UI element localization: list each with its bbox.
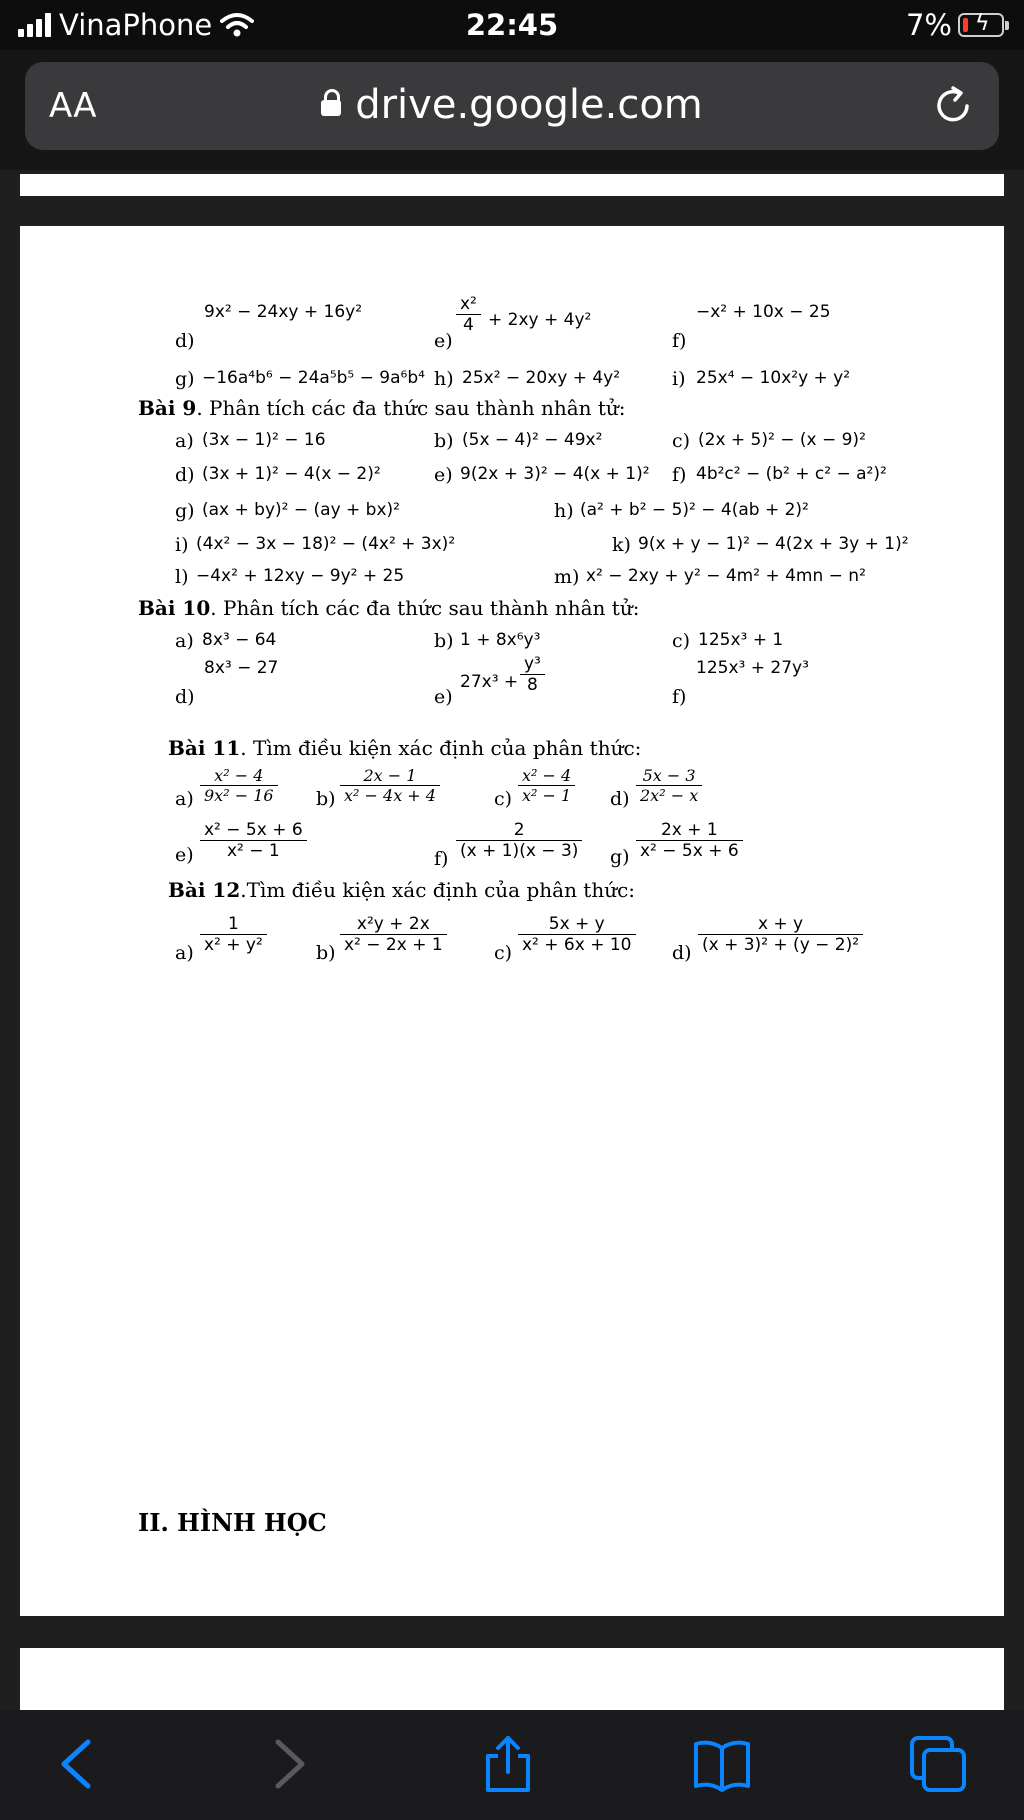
bai11-label-b: b)	[316, 788, 336, 810]
bai12-label-b: b)	[316, 942, 336, 964]
address-bar[interactable]	[25, 62, 999, 150]
bai9-expr-d: (3x + 1)² − 4(x − 2)²	[202, 464, 381, 484]
bai12-frac-a: $\frac{1}{\text{x² + y²}}$	[200, 914, 267, 955]
expr-d: 9x² − 24xy + 16y²	[204, 302, 363, 322]
bai10-label-b: b)	[434, 630, 454, 652]
bai9-label-b: b)	[434, 430, 454, 452]
share-icon[interactable]	[478, 1734, 538, 1794]
label-e: e)	[434, 330, 453, 352]
label-h: h)	[434, 368, 454, 390]
battery-percent: 7%	[905, 8, 952, 42]
frac-e: $\frac{\text{x²}}{4}$	[456, 294, 481, 335]
text-size-button[interactable]: AA	[49, 86, 97, 126]
lock-icon	[321, 100, 341, 116]
document-viewer[interactable]	[0, 170, 1024, 1710]
bai9-label-d: d)	[175, 464, 195, 486]
expr-e-rest: + 2xy + 4y²	[488, 310, 592, 330]
bai11-label-f: f)	[434, 848, 449, 870]
battery-group	[906, 8, 1004, 42]
back-icon[interactable]	[48, 1734, 108, 1794]
bai9-expr-e: 9(2x + 3)² − 4(x + 1)²	[460, 464, 650, 484]
label-f: f)	[672, 330, 687, 352]
bai9-expr-l: −4x² + 12xy − 9y² + 25	[196, 566, 405, 586]
bai10-expr-e-lead: 27x³ +	[460, 672, 519, 692]
url-text: drive.google.com	[355, 82, 703, 128]
bai9-label-e: e)	[434, 464, 453, 486]
label-i: i)	[672, 368, 686, 390]
bai10-expr-d: 8x³ − 27	[204, 658, 279, 678]
bai9-expr-i: (4x² − 3x − 18)² − (4x² + 3x)²	[196, 534, 456, 554]
expr-h: 25x² − 20xy + 4y²	[462, 368, 621, 388]
bai12-title: Bài 12.Tìm điều kiện xác định của phân thức:	[168, 878, 636, 902]
forward-icon[interactable]	[258, 1734, 318, 1794]
bai11-frac-a: $\frac{\text{x² − 4}}{\text{9x² − 16}}$	[200, 766, 278, 805]
bai9-expr-a: (3x − 1)² − 16	[202, 430, 326, 450]
bai10-label-a: a)	[175, 630, 194, 652]
bai11-frac-f: $\frac{2}{(x + 1)(x - 3)}$	[456, 820, 582, 861]
label-d: d)	[175, 330, 195, 352]
browser-chrome	[0, 50, 1024, 170]
tabs-icon[interactable]	[908, 1734, 968, 1794]
bai9-expr-c: (2x + 5)² − (x − 9)²	[698, 430, 866, 450]
bai10-title: Bài 10. Phân tích các đa thức sau thành nhân tử:	[138, 596, 640, 620]
bai11-label-a: a)	[175, 788, 194, 810]
bai10-label-f: f)	[672, 686, 687, 708]
bai11-frac-c: $\frac{\text{x² − 4}}{\text{x² − 1}}$	[518, 766, 575, 805]
bai11-title: Bài 11. Tìm điều kiện xác định của phân thức:	[168, 736, 642, 760]
bai11-frac-d: $\frac{5x - 3}{\text{2x² − x}}$	[636, 766, 702, 805]
bai9-label-c: c)	[672, 430, 691, 452]
bai9-label-k: k)	[612, 534, 631, 556]
bai12-frac-b: $\frac{\text{x²y + 2x}}{\text{x² − 2x + 1}}$	[340, 914, 447, 955]
bai9-title: Bài 9. Phân tích các đa thức sau thành nhân tử:	[138, 396, 626, 420]
bai9-expr-f: 4b²c² − (b² + c² − a²)²	[696, 464, 887, 484]
bai12-label-a: a)	[175, 942, 194, 964]
expr-g: −16a⁴b⁶ − 24a⁵b⁵ − 9a⁶b⁴	[202, 368, 425, 388]
bai11-frac-g: $\frac{2x + 1}{\text{x² − 5x + 6}}$	[636, 820, 743, 861]
bai12-label-d: d)	[672, 942, 692, 964]
bai12-frac-d: $\frac{x + y}{\text{(x + 3)² + (y − 2)²}}$	[698, 914, 863, 955]
bai9-expr-b: (5x − 4)² − 49x²	[462, 430, 603, 450]
bai9-label-f: f)	[672, 464, 687, 486]
bai9-label-l: l)	[175, 566, 189, 588]
bookmarks-icon[interactable]	[692, 1734, 752, 1794]
clock: 22:45	[465, 8, 559, 42]
status-bar	[0, 0, 1024, 50]
bai10-expr-c: 125x³ + 1	[698, 630, 784, 650]
bai9-label-g: g)	[175, 500, 195, 522]
bai10-label-c: c)	[672, 630, 691, 652]
bai9-expr-m: x² − 2xy + y² − 4m² + 4mn − n²	[586, 566, 866, 586]
section-title: II. HÌNH HỌC	[138, 1508, 327, 1537]
bai11-frac-e: $\frac{\text{x² − 5x + 6}}{\text{x² − 1}}$	[200, 820, 307, 861]
bai11-label-c: c)	[494, 788, 513, 810]
label-g: g)	[175, 368, 195, 390]
bai9-expr-g: (ax + by)² − (ay + bx)²	[202, 500, 400, 520]
bai9-label-i: i)	[175, 534, 189, 556]
previous-page-edge	[20, 174, 1004, 196]
bai9-expr-h: (a² + b² − 5)² − 4(ab + 2)²	[580, 500, 809, 520]
browser-toolbar	[0, 1710, 1024, 1820]
battery-icon: ϟ	[958, 13, 1004, 37]
bai10-label-d: d)	[175, 686, 195, 708]
bai11-label-e: e)	[175, 844, 194, 866]
expr-i: 25x⁴ − 10x²y + y²	[696, 368, 851, 388]
bai11-frac-b: $\frac{2x - 1}{\text{x² − 4x + 4}}$	[340, 766, 440, 805]
reload-icon[interactable]	[929, 82, 977, 130]
next-page-edge	[20, 1648, 1004, 1710]
bai9-label-m: m)	[554, 566, 580, 588]
bai10-frac-e: $\frac{\text{y³}}{8}$	[520, 654, 545, 695]
carrier-name: VinaPhone	[59, 8, 213, 42]
bai10-expr-b: 1 + 8x⁶y³	[460, 630, 541, 650]
bai12-frac-c: $\frac{5x + y}{\text{x² + 6x + 10}}$	[518, 914, 636, 955]
bai10-expr-a: 8x³ − 64	[202, 630, 277, 650]
expr-f: −x² + 10x − 25	[696, 302, 831, 322]
document-page	[20, 226, 1004, 1616]
bai10-expr-f: 125x³ + 27y³	[696, 658, 809, 678]
bai11-label-g: g)	[610, 846, 630, 868]
bai12-label-c: c)	[494, 942, 513, 964]
bai9-label-h: h)	[554, 500, 574, 522]
bai11-label-d: d)	[610, 788, 630, 810]
bai10-label-e: e)	[434, 686, 453, 708]
bai9-expr-k: 9(x + y − 1)² − 4(2x + 3y + 1)²	[638, 534, 909, 554]
url-display[interactable]	[25, 82, 999, 128]
bai9-label-a: a)	[175, 430, 194, 452]
